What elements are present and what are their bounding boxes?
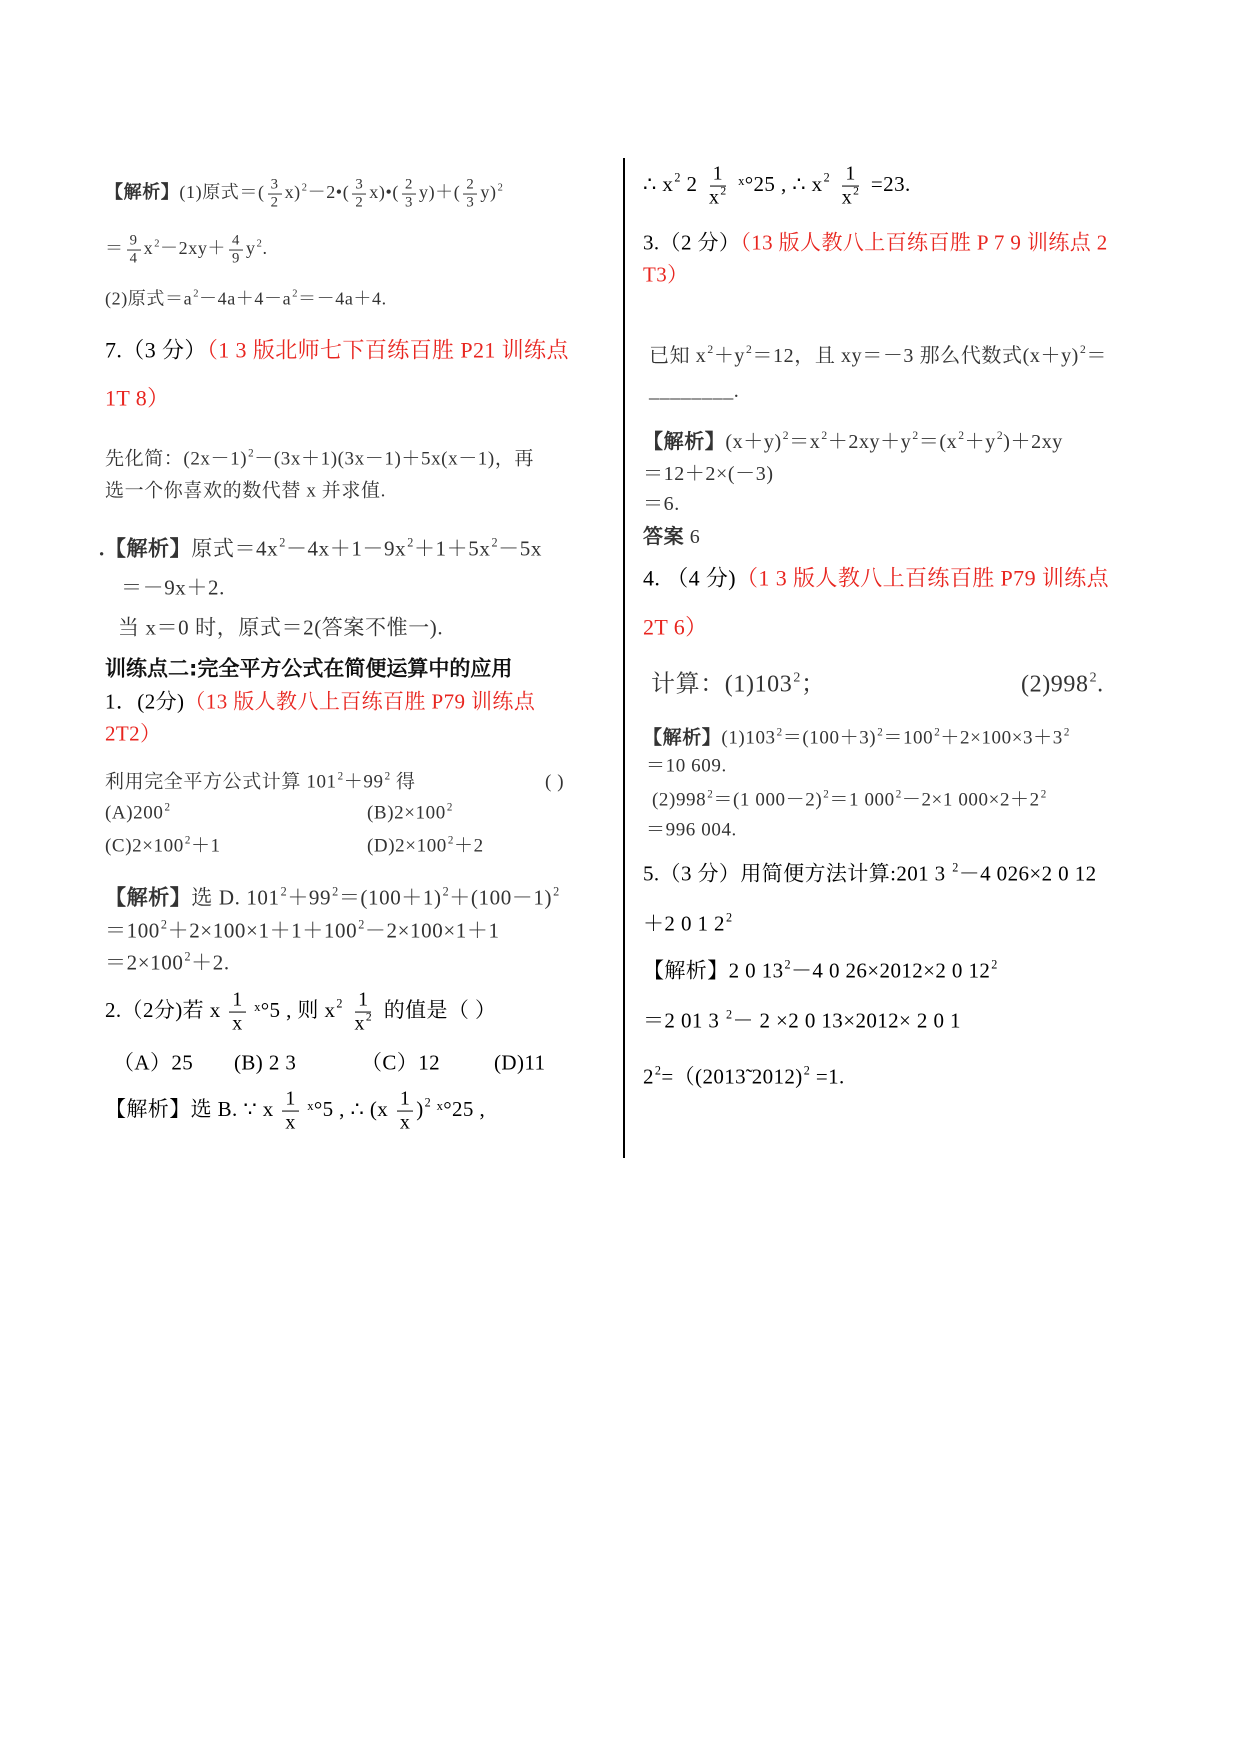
column-divider — [623, 158, 625, 1158]
bold-label: 【解析】 — [643, 431, 726, 453]
prev-solution-line-3 — [105, 287, 387, 310]
superscript: 2 — [877, 726, 884, 739]
q1-solution — [105, 884, 560, 911]
q1-option-a — [105, 802, 171, 827]
text-run: ˣ°25 , — [431, 1096, 486, 1121]
q2-option-c: （C）12 — [361, 1050, 441, 1075]
text-run: －4 0 26×2012×2 0 12 — [791, 958, 991, 983]
q1-solution-3 — [105, 949, 230, 976]
q7-header — [105, 337, 569, 366]
text-run: －2•( — [307, 182, 350, 203]
superscript: 2 — [442, 884, 450, 899]
superscript: 2 — [746, 343, 753, 357]
fraction-denominator: x — [285, 1111, 296, 1134]
text-run: ＝ — [1086, 345, 1107, 367]
superscript: 2 — [793, 669, 801, 685]
fraction — [282, 1088, 298, 1135]
text-run: ＋(100－1) — [449, 885, 553, 910]
fraction — [352, 989, 376, 1036]
bold-label: 【解析】 — [105, 182, 180, 203]
text-run: 选 D. 101 — [191, 885, 280, 910]
superscript: 2 — [958, 429, 965, 443]
bold-label: .【解析】 — [99, 536, 192, 561]
q5-solution-3 — [643, 1063, 845, 1090]
text-run: ＋2×100×3＋3 — [940, 727, 1063, 749]
superscript: 2 — [725, 910, 733, 925]
q1-header — [105, 688, 535, 715]
fraction — [397, 1088, 413, 1135]
superscript: 2 — [424, 1095, 432, 1110]
superscript: 2 — [823, 170, 831, 185]
superscript: 2 — [358, 917, 365, 932]
fraction — [229, 989, 245, 1036]
text-run: ) — [416, 1096, 424, 1121]
q2-option-d: (D)11 — [494, 1050, 546, 1075]
text-run: ＝(100＋3) — [782, 727, 877, 749]
text-run: （13 版人教八上百练百胜 P79 训练点 — [184, 689, 536, 714]
text-run: （13 版人教八上百练百胜 P 7 9 训练点 2 — [740, 230, 1108, 255]
q7-solution-2 — [121, 574, 225, 601]
text-run: x)•( — [369, 182, 399, 203]
text-run: x — [841, 186, 853, 209]
superscript: 2 — [1040, 788, 1047, 801]
text-run: 5.（3 分）用简便方法计算:201 3 — [643, 861, 952, 886]
superscript: 2 — [912, 429, 919, 443]
superscript: 2 — [853, 184, 860, 198]
q1-answer-blank: ( ) — [545, 771, 565, 793]
fraction-numerator: 1 — [842, 163, 858, 187]
text-run: ˣ°5 , 则 x — [248, 997, 336, 1022]
text-run: ＝1 000 — [829, 789, 895, 811]
q4-solution-4 — [646, 819, 737, 844]
text-run: ＝ — [105, 238, 124, 259]
superscript: 2 — [280, 884, 288, 899]
q4-solution-2 — [646, 755, 727, 780]
text-run: 【解析】选 B. ∵ x — [105, 1096, 280, 1121]
text-run: （1 3 版人教八上百练百胜 P79 训练点 — [736, 565, 1110, 591]
superscript: 2 — [193, 288, 200, 300]
q2-option-a: （A）25 — [113, 1050, 194, 1075]
text-run: 4. （4 分) — [643, 565, 737, 591]
superscript: 2 — [895, 788, 902, 801]
fraction — [229, 233, 243, 268]
superscript: 2 — [707, 788, 714, 801]
superscript: 2 — [446, 801, 453, 814]
fraction-denominator: 9 — [232, 250, 241, 267]
q1-option-c — [105, 835, 221, 860]
fraction-denominator: 4 — [129, 250, 138, 267]
q3-answer — [643, 524, 700, 550]
q7-solution-3 — [118, 614, 443, 641]
q7-solution — [99, 535, 542, 562]
text-run: =1. — [810, 1064, 845, 1089]
text-run: －4a＋4－a — [199, 288, 292, 309]
superscript: 2 — [184, 949, 192, 964]
text-run: （1 3 版北师七下百练百胜 P21 训练点 — [206, 337, 569, 363]
text-run: 2 — [643, 1064, 654, 1089]
superscript: 2 — [497, 182, 504, 194]
text-run: 已知 x — [649, 345, 707, 367]
q3-solution — [643, 429, 1063, 455]
text-run: ＝12＋2×(－3) — [643, 463, 774, 485]
text-run: 得 — [390, 771, 416, 793]
superscript: 2 — [292, 288, 299, 300]
fraction — [402, 177, 416, 212]
text-run: 1．(2分) — [105, 689, 185, 714]
fraction — [352, 177, 366, 212]
q7-problem — [105, 448, 534, 473]
text-run: (1)原式＝( — [179, 182, 265, 203]
text-run — [343, 998, 349, 1022]
superscript: 2 — [725, 1007, 733, 1022]
text-run: 6 — [684, 526, 701, 548]
text-run: －4x＋1－9x — [285, 536, 407, 561]
prev-solution-line-1 — [105, 177, 503, 212]
text-run: T3） — [643, 262, 689, 287]
superscript: 2 — [934, 726, 941, 739]
text-run: ＝－9x＋2. — [121, 575, 225, 600]
carry-over-line — [643, 163, 911, 210]
q3-header — [643, 229, 1108, 256]
text-run: 原式＝4x — [191, 536, 279, 561]
text-run: ＋2xy＋y — [827, 431, 912, 453]
text-run: (2)998 — [652, 789, 707, 811]
fraction-denominator: x — [232, 1012, 243, 1035]
text-run: －2×1 000×2＋2 — [901, 789, 1040, 811]
text-run: . — [262, 238, 268, 259]
superscript: 2 — [821, 429, 828, 443]
text-run: ＝(x — [918, 431, 958, 453]
text-run: ＝(100＋1) — [338, 885, 442, 910]
superscript: 2 — [553, 884, 560, 899]
text-run: －(3x＋1)(3x－1)＋5x(x－1)，再 — [254, 448, 535, 470]
text-run: ＋2×100×1＋1＋100 — [167, 918, 358, 943]
text-run: ＋99 — [343, 771, 384, 793]
text-run: 先化简：(2x－1) — [105, 448, 248, 470]
superscript: 2 — [784, 957, 791, 972]
text-run: ＋2 0 1 2 — [643, 911, 725, 936]
superscript: 2 — [991, 957, 998, 972]
q3-answer-blank: ________. — [649, 380, 740, 402]
superscript: 2 — [491, 535, 499, 550]
text-run: (2)原式＝a — [105, 288, 193, 309]
bold-label: 【解析】 — [643, 727, 722, 749]
superscript: 2 — [160, 917, 168, 932]
fraction-numerator: 1 — [710, 163, 726, 187]
superscript: 2 — [782, 429, 790, 443]
text-run: －2xy＋ — [160, 238, 227, 259]
fraction — [463, 177, 477, 212]
fraction-numerator: 1 — [229, 989, 245, 1013]
text-run: ∴ x — [643, 171, 674, 196]
q4-header-cont — [643, 614, 708, 643]
text-run: ＋2. — [191, 950, 230, 975]
superscript: 2 — [332, 884, 339, 899]
text-run: ＝x — [789, 431, 821, 453]
text-run: =23. — [865, 171, 911, 196]
text-run: 2.（2分)若 x — [105, 997, 227, 1022]
q3-solution-3 — [643, 491, 680, 517]
q2-solution — [105, 1088, 485, 1135]
q5-solution — [643, 957, 998, 984]
q1-option-b — [367, 802, 453, 827]
fraction-numerator: 9 — [127, 233, 141, 251]
superscript: 2 — [720, 184, 727, 198]
superscript: 2 — [336, 996, 343, 1011]
fraction-numerator: 1 — [397, 1088, 413, 1112]
text-run: 利用完全平方公式计算 101 — [105, 771, 337, 793]
text-run: ＝(1 000－2) — [713, 789, 823, 811]
superscript: 2 — [256, 238, 263, 250]
text-run: 2T2） — [105, 721, 162, 746]
fraction-numerator: 3 — [352, 177, 366, 195]
text-run — [830, 172, 836, 196]
superscript: 2 — [301, 182, 308, 194]
text-run: － 2 ×2 0 13×2012× 2 0 1 — [732, 1008, 961, 1033]
text-run: －5x — [498, 536, 542, 561]
text-run: (1)103 — [721, 727, 776, 749]
superscript: 2 — [407, 535, 414, 550]
text-run: ＝12，且 xy＝－3 那么代数式(x＋y) — [752, 345, 1079, 367]
text-run: ＝10 609. — [646, 755, 727, 777]
text-run: ＝－4a＋4. — [298, 288, 387, 309]
superscript: 2 — [1089, 669, 1098, 685]
text-run: 2T 6） — [643, 614, 708, 640]
text-run: =（(2013̃ 2012) — [661, 1064, 803, 1089]
superscript: 2 — [823, 788, 830, 801]
superscript: 2 — [154, 238, 161, 250]
q5-problem-cont — [643, 910, 732, 937]
superscript: 2 — [337, 770, 344, 783]
text-run: －2×100×1＋1 — [364, 918, 500, 943]
superscript: 2 — [1079, 343, 1087, 357]
fraction — [127, 233, 141, 268]
text-run: 2 — [680, 171, 704, 196]
superscript: 2 — [164, 801, 171, 814]
text-run: x — [709, 186, 720, 209]
superscript: 2 — [996, 429, 1004, 443]
text-run: ˣ°25 , ∴ x — [732, 171, 823, 196]
text-run: 【解析】2 0 13 — [643, 958, 784, 983]
bold-label: 答案 — [643, 526, 685, 548]
superscript: 2 — [1063, 726, 1070, 739]
text-run: ＋y — [713, 345, 746, 367]
q7-header-cont — [105, 385, 170, 414]
fraction-denominator: 3 — [405, 194, 413, 211]
text-run: (A)200 — [105, 802, 164, 824]
q4-problem-2 — [1021, 669, 1104, 700]
q3-problem — [649, 343, 1107, 369]
text-run: 选一个你喜欢的数代替 x 并求值. — [105, 480, 386, 502]
fraction-numerator: 2 — [463, 177, 477, 195]
text-run: ； — [800, 671, 826, 698]
text-run: (x＋y) — [725, 431, 782, 453]
q3-header-cont — [643, 261, 689, 288]
q7-problem-cont — [105, 480, 386, 505]
text-run: )＋2xy — [1003, 431, 1063, 453]
fraction — [706, 163, 730, 210]
q1-solution-2 — [105, 917, 500, 944]
text-run: x — [143, 238, 154, 259]
superscript: 2 — [447, 834, 455, 847]
text-run: ＋1＋5x — [413, 536, 491, 561]
text-run: ＝100 — [105, 918, 160, 943]
prev-solution-line-2 — [105, 233, 268, 268]
text-run: ＋1 — [190, 835, 221, 857]
bold-label: 【解析】 — [105, 885, 192, 910]
text-run: －4 026×2 0 12 — [958, 861, 1097, 886]
fraction-numerator: 2 — [402, 177, 416, 195]
fraction-numerator: 1 — [282, 1088, 298, 1112]
text-run: x) — [284, 182, 301, 203]
text-run: y — [246, 238, 256, 259]
q4-header — [643, 565, 1109, 594]
text-run: ＝2 01 3 — [643, 1008, 725, 1033]
fraction — [839, 163, 863, 210]
text-run: y) — [480, 182, 497, 203]
text-run: 当 x＝0 时，原式＝2(答案不惟一). — [118, 615, 444, 640]
q1-problem — [105, 771, 416, 796]
text-run: ＋2 — [454, 835, 484, 857]
section-title: 训练点二:完全平方公式在简便运算中的应用 — [105, 656, 513, 681]
superscript: 2 — [654, 1063, 662, 1078]
q1-option-d — [367, 835, 484, 860]
text-run: ＋y — [964, 431, 996, 453]
q5-solution-2 — [643, 1007, 961, 1034]
q1-header-cont — [105, 720, 161, 747]
fraction-denominator: 2 — [355, 194, 364, 211]
text-run: 3.（2 分） — [643, 230, 741, 255]
q4-problem-1 — [651, 669, 826, 700]
q2-problem — [105, 989, 496, 1036]
fraction-numerator: 1 — [355, 989, 371, 1013]
fraction-numerator: 3 — [268, 177, 282, 195]
superscript: 2 — [365, 1010, 373, 1024]
superscript: 2 — [707, 343, 714, 357]
text-run: 1T 8） — [105, 385, 170, 411]
superscript: 2 — [184, 834, 191, 847]
text-run: 的值是（ ） — [378, 997, 497, 1022]
fraction-denominator: 3 — [466, 194, 475, 211]
q4-solution-3 — [652, 789, 1047, 814]
superscript: 2 — [279, 535, 286, 550]
text-run: ＝996 004. — [646, 819, 737, 841]
text-run: x — [354, 1012, 365, 1035]
text-run: . — [1097, 671, 1104, 698]
fraction-denominator: x — [399, 1111, 411, 1134]
text-run: ＝2×100 — [105, 950, 184, 975]
superscript: 2 — [776, 726, 783, 739]
text-run: (D)2×100 — [367, 835, 447, 857]
text-run: 7.（3 分） — [105, 337, 207, 363]
text-run: y)＋( — [418, 182, 461, 203]
fraction-denominator — [352, 1010, 376, 1036]
fraction-numerator: 4 — [229, 233, 243, 251]
text-run: ＝100 — [883, 727, 934, 749]
q4-solution — [643, 727, 1070, 752]
text-run: 计算：(1)103 — [651, 671, 793, 698]
superscript: 2 — [674, 170, 681, 185]
superscript: 2 — [803, 1063, 811, 1078]
text-run: (2)998 — [1021, 671, 1089, 698]
q5-problem — [643, 860, 1097, 887]
text-run: (C)2×100 — [105, 835, 184, 857]
fraction — [268, 177, 282, 212]
fraction-denominator — [839, 184, 863, 210]
text-run: (B)2×100 — [367, 802, 446, 824]
superscript: 2 — [384, 770, 391, 783]
fraction-denominator — [706, 184, 730, 210]
fraction-denominator: 2 — [270, 194, 279, 211]
superscript: 2 — [248, 447, 255, 460]
text-run: ˣ°5 , ∴ (x — [301, 1096, 394, 1121]
text-run: ＋99 — [287, 885, 332, 910]
q2-option-b: (B) 2 3 — [234, 1050, 297, 1075]
superscript: 2 — [952, 860, 959, 875]
text-run: ＝6. — [643, 493, 680, 515]
q3-solution-2 — [643, 461, 774, 487]
